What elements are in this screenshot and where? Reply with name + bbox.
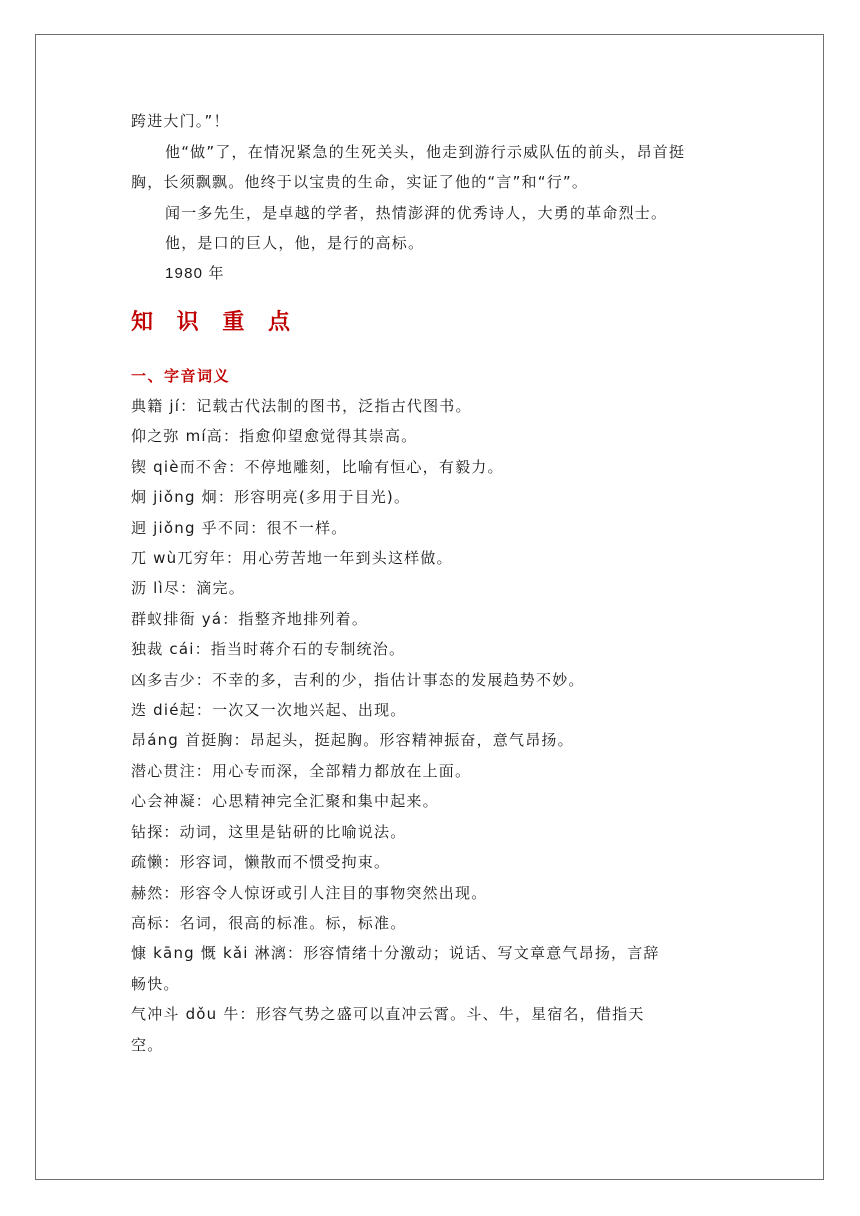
text-line: 他“做”了，在情况紧急的生死关头，他走到游行示威队伍的前头，昂首挺 bbox=[165, 142, 686, 161]
vocab-item: 典籍 jí：记载古代法制的图书，泛指古代图书。 bbox=[131, 397, 472, 415]
vocab-item: 迥 jiǒng 乎不同：很不一样。 bbox=[131, 518, 348, 537]
vocab-item: 昂áng 首挺胸：昂起头，挺起胸。形容精神振奋，意气昂扬。 bbox=[131, 731, 574, 750]
vocab-item: 潜心贯注：用心专而深，全部精力都放在上面。 bbox=[131, 761, 472, 780]
subsection-title: 一、字音词义 bbox=[131, 367, 231, 385]
text-line: 跨进大门。”！ bbox=[131, 112, 230, 130]
vocab-item: 炯 jiǒng 炯：形容明亮(多用于目光)。 bbox=[131, 488, 411, 507]
vocab-item: 心会神凝：心思精神完全汇聚和集中起来。 bbox=[131, 792, 439, 811]
essay-date: 1980 年 bbox=[165, 264, 225, 282]
text-line: 他，是口的巨人，他，是行的高标。 bbox=[165, 234, 425, 252]
vocab-item: 凶多吉少：不幸的多，吉利的少，指估计事态的发展趋势不妙。 bbox=[131, 670, 585, 689]
text-line: 闻一多先生，是卓越的学者，热情澎湃的优秀诗人，大勇的革命烈士。 bbox=[165, 203, 668, 222]
vocab-item: 慷 kāng 慨 kǎi 淋漓：形容情绪十分激动；说话、写文章意气昂扬，言辞 bbox=[131, 944, 660, 963]
vocab-item: 高标：名词，很高的标准。标，标准。 bbox=[131, 913, 407, 932]
vocab-item: 赫然：形容令人惊讶或引人注目的事物突然出现。 bbox=[131, 883, 488, 902]
vocab-item-continuation: 空。 bbox=[131, 1035, 164, 1054]
vocab-item: 独裁 cái：指当时蒋介石的专制统治。 bbox=[131, 640, 406, 659]
text-line: 胸，长须飘飘。他终于以宝贵的生命，实证了他的“言”和“行”。 bbox=[131, 173, 589, 191]
vocab-item: 群蚁排衙 yá：指整齐地排列着。 bbox=[131, 609, 369, 628]
vocab-item: 仰之弥 mí高：指愈仰望愈觉得其崇高。 bbox=[131, 427, 418, 446]
essay-ending bbox=[131, 106, 731, 289]
document-body bbox=[131, 106, 731, 1060]
vocabulary-list bbox=[131, 391, 731, 1060]
vocab-item: 钻探：动词，这里是钻研的比喻说法。 bbox=[131, 822, 407, 841]
vocab-item: 兀 wù兀穷年：用心劳苦地一年到头这样做。 bbox=[131, 549, 453, 568]
vocab-item-continuation: 畅快。 bbox=[131, 974, 180, 993]
vocab-item: 迭 dié起：一次又一次地兴起、出现。 bbox=[131, 701, 407, 720]
vocab-item: 气冲斗 dǒu 牛：形容气势之盛可以直冲云霄。斗、牛，星宿名，借指天 bbox=[131, 1005, 645, 1024]
section-title: 知 识 重 点 bbox=[131, 310, 298, 335]
vocab-item: 锲 qiè而不舍：不停地雕刻，比喻有恒心，有毅力。 bbox=[131, 457, 504, 476]
vocab-item: 疏懒：形容词，懒散而不惯受拘束。 bbox=[131, 853, 391, 872]
vocab-item: 沥 lì尽：滴完。 bbox=[131, 579, 245, 598]
